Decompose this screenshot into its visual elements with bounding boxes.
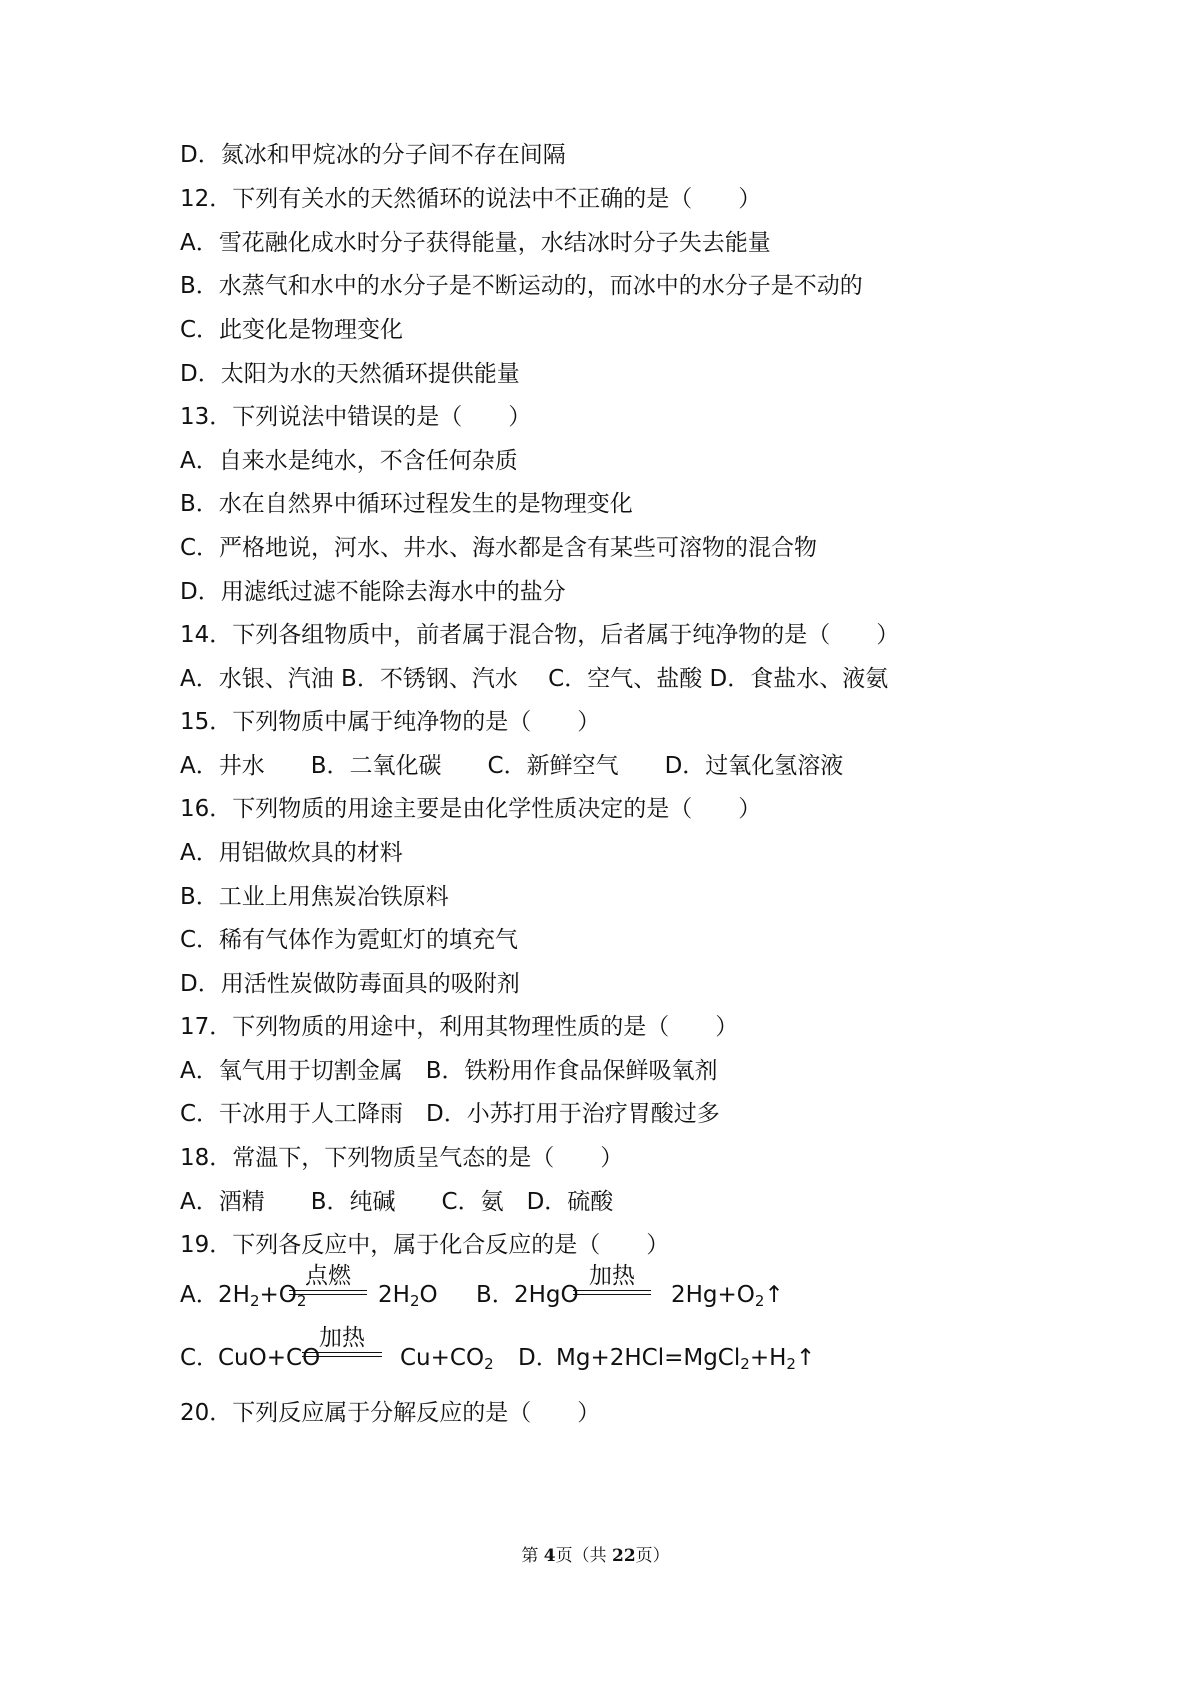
text-line: A．用铝做炊具的材料 [180, 840, 403, 866]
option-label: C． [180, 1345, 220, 1371]
reaction-condition: 加热 [302, 1325, 382, 1357]
text-line: A．自来水是纯水，不含任何杂质 [180, 448, 518, 474]
option-label: B． [476, 1282, 515, 1308]
text-line: D．用滤纸过滤不能除去海水中的盐分 [180, 579, 566, 605]
text-line: B．工业上用焦炭冶铁原料 [180, 884, 449, 910]
text-line: 18．常温下，下列物质呈气态的是（ ） [180, 1145, 624, 1171]
option-label: D． [518, 1345, 559, 1371]
text-line: A．氧气用于切割金属 B．铁粉用作食品保鲜吸氧剂 [180, 1058, 718, 1084]
text-line: B．水蒸气和水中的水分子是不断运动的，而冰中的水分子是不动的 [180, 273, 863, 299]
products: $Cu+CO_2$ [400, 1345, 494, 1373]
text-line: 14．下列各组物质中，前者属于混合物，后者属于纯净物的是（ ） [180, 622, 900, 648]
text-line: 16．下列物质的用途主要是由化学性质决定的是（ ） [180, 796, 762, 822]
text-line: C．严格地说，河水、井水、海水都是含有某些可溶物的混合物 [180, 535, 818, 561]
text-line: A．水银、汽油 B．不锈钢、汽水 C．空气、盐酸 D．食盐水、液氨 [180, 666, 889, 692]
text-line: A．井水 B．二氧化碳 C．新鲜空气 D．过氧化氢溶液 [180, 753, 844, 779]
text-line: C．干冰用于人工降雨 D．小苏打用于治疗胃酸过多 [180, 1101, 720, 1127]
text-line: B．水在自然界中循环过程发生的是物理变化 [180, 491, 633, 517]
page-total: 22 [611, 1546, 636, 1566]
equals-sign [289, 1290, 367, 1295]
page-footer: 第 4页（共 22页） [521, 1546, 670, 1566]
equals-sign [302, 1352, 382, 1357]
text-line: D．用活性炭做防毒面具的吸附剂 [180, 971, 520, 997]
text-line: C．稀有气体作为霓虹灯的填充气 [180, 927, 519, 953]
reactants: CuO+CO [218, 1345, 321, 1371]
reactants: $2H_2+O_2$ [218, 1282, 307, 1310]
products: $2Hg+O_2↑$ [671, 1282, 784, 1310]
text-line: 20．下列反应属于分解反应的是（ ） [180, 1400, 601, 1426]
reaction-condition: 加热 [573, 1263, 651, 1295]
text-line: C．此变化是物理变化 [180, 317, 404, 343]
text-line: D．太阳为水的天然循环提供能量 [180, 361, 520, 387]
text-line: D．氮冰和甲烷冰的分子间不存在间隔 [180, 142, 566, 168]
text-line: 15．下列物质中属于纯净物的是（ ） [180, 709, 601, 735]
option-label: A． [180, 1282, 219, 1308]
text-line: 17．下列物质的用途中，利用其物理性质的是（ ） [180, 1014, 739, 1040]
reactants: 2HgO [514, 1282, 579, 1308]
text-line: A．雪花融化成水时分子获得能量，水结冰时分子失去能量 [180, 230, 771, 256]
reaction-condition: 点燃 [289, 1263, 367, 1295]
equals-sign [573, 1290, 651, 1295]
page-number: 4 [543, 1546, 556, 1566]
text-line: A．酒精 B．纯碱 C．氨 D．硫酸 [180, 1189, 614, 1215]
text-line: 12．下列有关水的天然循环的说法中不正确的是（ ） [180, 186, 762, 212]
equation: $Mg+2HCl=MgCl_2+H_2↑$ [556, 1345, 816, 1373]
text-line: 13．下列说法中错误的是（ ） [180, 404, 532, 430]
text-line: 19．下列各反应中，属于化合反应的是（ ） [180, 1232, 670, 1258]
products: $2H_2O$ [378, 1282, 438, 1310]
